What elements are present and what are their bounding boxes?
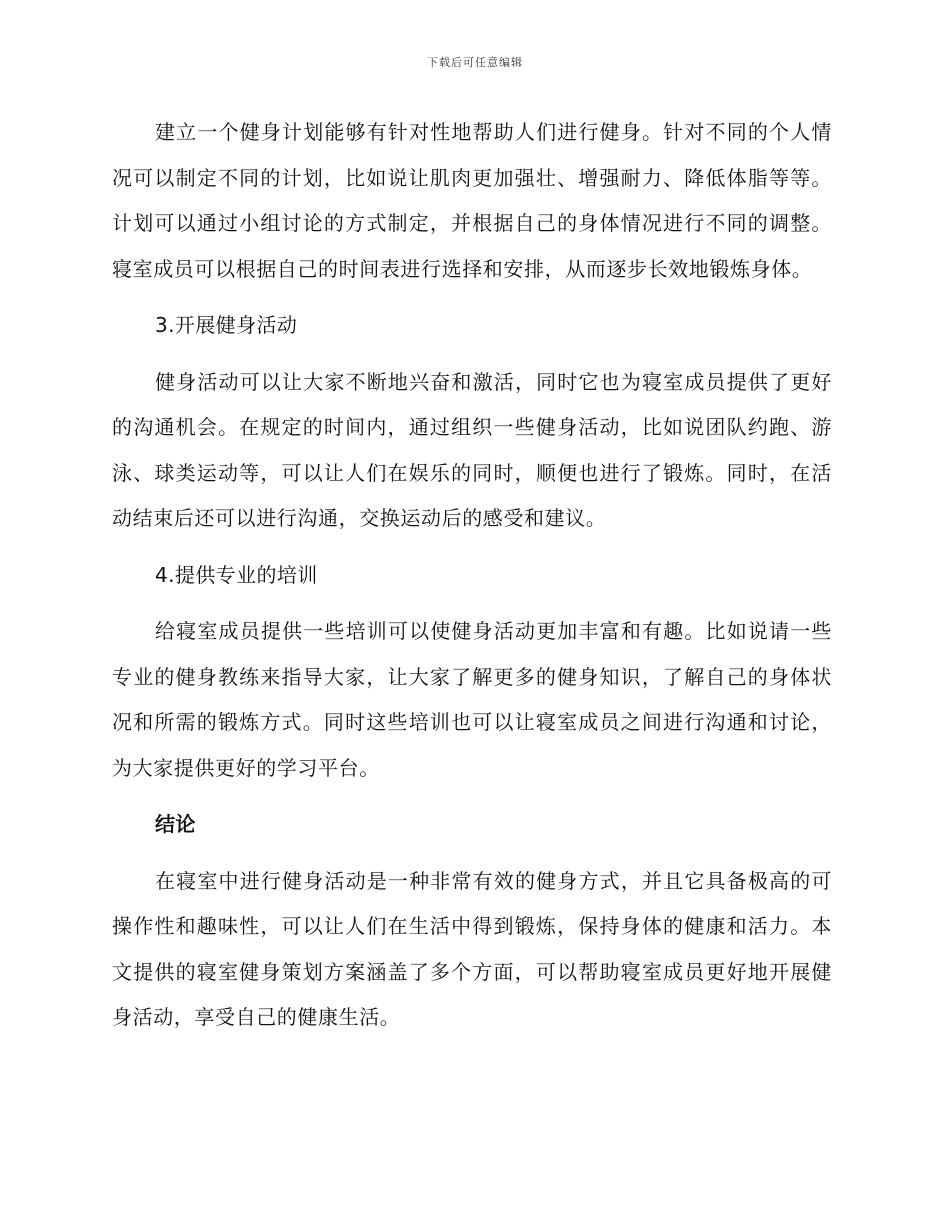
- paragraph-activities: 健身活动可以让大家不断地兴奋和激活，同时它也为寝室成员提供了更好的沟通机会。在规定的时间内，通过组织一些健身活动，比如说团队约跑、游泳、球类运动等，可以让人们在娱乐的同时，顺便也进行了锻炼。同时，在活动结束后还可以进行沟通，交换运动后的感受和建议。: [112, 369, 832, 530]
- section-heading-activities: 3.开展健身活动: [155, 313, 298, 337]
- section-heading-training: 4.提供专业的培训: [155, 562, 318, 587]
- spacer: [112, 542, 832, 553]
- spacer: [112, 598, 832, 609]
- document-body: [112, 110, 832, 1041]
- spacer: [112, 848, 832, 859]
- spacer: [112, 292, 832, 303]
- spacer: [112, 349, 832, 360]
- header-note: 下载后可任意编辑: [427, 56, 523, 69]
- spacer: [112, 791, 832, 802]
- section-heading-conclusion: 结论: [155, 812, 196, 836]
- paragraph-conclusion: 在寝室中进行健身活动是一种非常有效的健身方式，并且它具备极高的可操作性和趣味性，可以让人们在生活中得到锻炼，保持身体的健康和活力。本文提供的寝室健身策划方案涵盖了多个方面，可以帮助寝室成员更好地开展健身活动，享受自己的健康生活。: [112, 868, 832, 1029]
- paragraph-training: 给寝室成员提供一些培训可以使健身活动更加丰富和有趣。比如说请一些专业的健身教练来指导大家，让大家了解更多的健身知识，了解自己的身体状况和所需的锻炼方式。同时这些培训也可以让寝室成员之间进行沟通和讨论，为大家提供更好的学习平台。: [112, 619, 832, 780]
- paragraph-fitness-plan: 建立一个健身计划能够有针对性地帮助人们进行健身。针对不同的个人情况可以制定不同的计划，比如说让肌肉更加强壮、增强耐力、降低体脂等等。计划可以通过小组讨论的方式制定，并根据自己的身体情况进行不同的调整。寝室成员可以根据自己的时间表进行选择和安排，从而逐步长效地锻炼身体。: [112, 120, 832, 281]
